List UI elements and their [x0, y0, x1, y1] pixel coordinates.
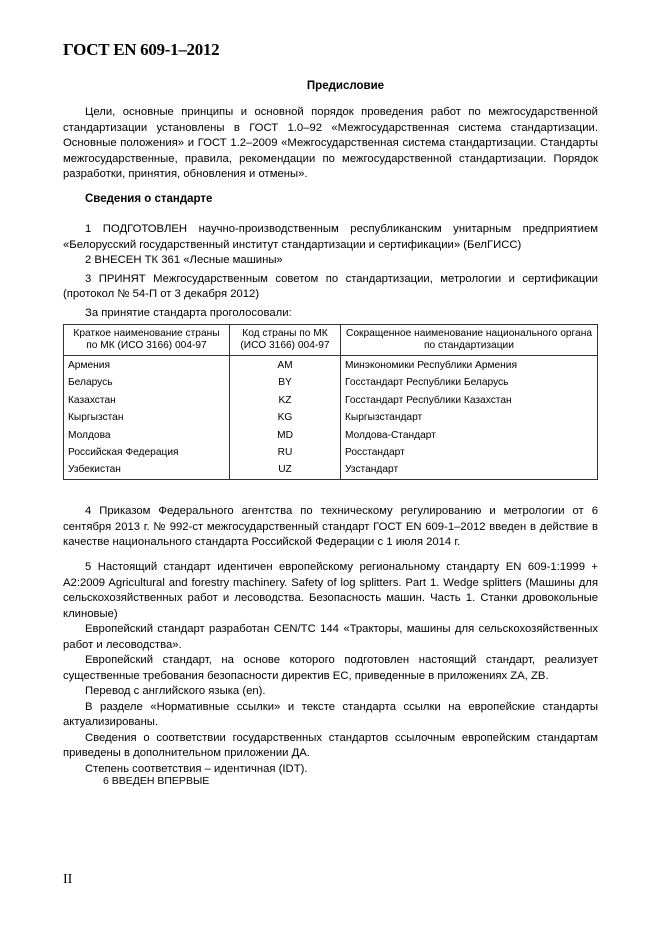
country-name-cell: Кыргызстан [64, 409, 230, 426]
standard-info-block [63, 222, 598, 321]
standards-body-cell: Минэкономики Республики Армения [341, 356, 598, 375]
country-name-cell: Российская Федерация [64, 444, 230, 461]
standards-body-cell: Госстандарт Республики Казахстан [341, 392, 598, 409]
table-row [64, 409, 598, 426]
item-5-translation-paragraph: Перевод с английского языка (en). [85, 685, 266, 697]
country-code-cell: RU [230, 444, 341, 461]
foreword-title: Предисловие [306, 80, 385, 92]
table-row [64, 374, 598, 391]
item-6-block [103, 774, 403, 790]
document-id-header: ГОСТ EN 609-1–2012 [63, 40, 220, 59]
item-6-text: 6 ВВЕДЕН ВПЕРВЫЕ [103, 775, 210, 787]
country-code-cell: UZ [230, 461, 341, 479]
country-code-cell: KZ [230, 392, 341, 409]
item-3-paragraph: 3 ПРИНЯТ Межгосударственным советом по стандартизации, метрологии и сертификации (протокол № 54-П от 3 декабря 2012) [63, 272, 598, 300]
country-name-cell: Казахстан [64, 392, 230, 409]
standard-info-title: Сведения о стандарте [85, 193, 213, 205]
item-1-paragraph: 1 ПОДГОТОВЛЕН научно-производственным республиканским унитарным предприятием «Белорусский государственный институт стандартизации и сертификации» (БелГИСС) [63, 223, 598, 251]
country-code-cell: KG [230, 409, 341, 426]
table-header-row [64, 325, 598, 356]
foreword-intro-paragraph: Цели, основные принципы и основной порядок проведения работ по межгосударственной стандартизации установлены в ГОСТ 1.0–92 «Межгосударственная система стандартизации. Основные положения» и ГОСТ 1.2–2009 «Межгосударственная система стандартизации. Стандарты межгосударственные, правила, рекомендации по межгосударственной стандартизации. Порядок разработки, принятия, обновления и отмены». [63, 106, 598, 180]
table-row [64, 461, 598, 479]
item-5-references-paragraph: В разделе «Нормативные ссылки» и тексте стандарта ссылки на европейские стандарты актуализированы. [63, 700, 598, 728]
standards-body-cell: Росстандарт [341, 444, 598, 461]
standards-body-cell: Молдова-Стандарт [341, 427, 598, 444]
country-name-cell: Беларусь [64, 374, 230, 391]
item-5-requirements-paragraph: Европейский стандарт, на основе которого подготовлен настоящий стандарт, реализует существенные требования безопасности директив ЕС, приведенные в приложениях ZA, ZB. [63, 654, 598, 682]
country-code-cell: BY [230, 374, 341, 391]
votes-table [63, 324, 598, 480]
table-row [64, 444, 598, 461]
country-name-cell: Армения [64, 356, 230, 375]
item-5-block [63, 560, 598, 777]
header-country-name: Краткое наименование страны по МК (ИСО 3166) 004-97 [64, 325, 230, 356]
standards-body-cell: Госстандарт Республики Беларусь [341, 374, 598, 391]
country-name-cell: Молдова [64, 427, 230, 444]
table-row [64, 392, 598, 409]
standards-body-cell: Узстандарт [341, 461, 598, 479]
header-country-code: Код страны по МК (ИСО 3166) 004-97 [230, 325, 341, 356]
voted-intro-paragraph: За принятие стандарта проголосовали: [85, 306, 292, 319]
table-row [64, 356, 598, 375]
item-5-correspondence-paragraph: Сведения о соответствии государственных стандартов ссылочным европейским стандартам приведены в дополнительном приложении ДА. [63, 731, 598, 759]
header-standards-body: Сокращенное наименование национального органа по стандартизации [341, 325, 598, 356]
standards-body-cell: Кыргызстандарт [341, 409, 598, 426]
table-row [64, 427, 598, 444]
item-5-degree-paragraph: Степень соответствия – идентичная (IDT). [85, 762, 308, 775]
item-4-paragraph: 4 Приказом Федерального агентства по техническому регулированию и метрологии от 6 сентября 2013 г. № 992-ст межгосударственный стандарт ГОСТ EN 609-1–2012 введен в действие в качестве национального стандарта Российской Федерации с 1 июля 2014 г. [63, 505, 598, 548]
country-code-cell: AM [230, 356, 341, 375]
item-4-block [63, 504, 598, 551]
foreword-intro-block [63, 105, 598, 183]
item-5-developed-by-paragraph: Европейский стандарт разработан CEN/TC 144 «Тракторы, машины для сельскохозяйственных работ и лесоводства». [63, 623, 598, 651]
country-name-cell: Узбекистан [64, 461, 230, 479]
item-5-main-paragraph: 5 Настоящий стандарт идентичен европейскому региональному стандарту EN 609-1:1999 + A2:2009 Agricultural and forestry machinery. Safety of log splitters. Part 1. Wedge splitters (Машины для сельскохозяйственных работ и лесоводства. Безопасность машин. Часть 1. Станки дровокольные клиновые) [63, 561, 598, 620]
item-2-paragraph: 2 ВНЕСЕН ТК 361 «Лесные машины» [85, 254, 283, 266]
page-number: II [63, 872, 73, 887]
country-code-cell: MD [230, 427, 341, 444]
